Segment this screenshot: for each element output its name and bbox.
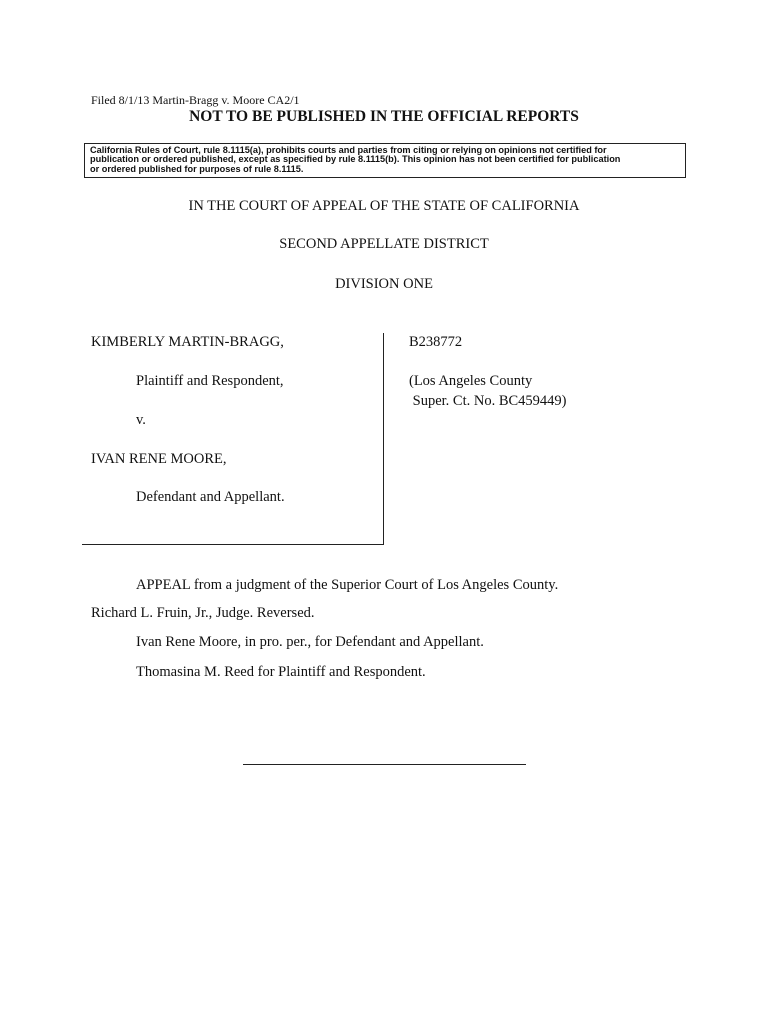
appeal-line-1: APPEAL from a judgment of the Superior Court of Los Angeles County. [136, 577, 559, 593]
county-line-2: Super. Ct. No. BC459449) [409, 393, 567, 409]
plaintiff-name: KIMBERLY MARTIN-BRAGG, [91, 334, 284, 350]
caption-vertical-divider [383, 333, 384, 545]
district-name: SECOND APPELLATE DISTRICT [279, 236, 489, 252]
rules-notice-box [84, 143, 686, 178]
caption-horizontal-divider [82, 544, 384, 545]
filed-line: Filed 8/1/13 Martin-Bragg v. Moore CA2/1 [91, 93, 300, 107]
defendant-name: IVAN RENE MOORE, [91, 451, 227, 467]
division-name: DIVISION ONE [335, 276, 433, 292]
rules-notice-line: publication or ordered published, except as specified by rule 8.1115(b). This opinion has not been certified for publication [90, 154, 621, 165]
defendant-role: Defendant and Appellant. [136, 489, 285, 505]
county-line-1: (Los Angeles County [409, 373, 533, 389]
rules-notice-line: or ordered published for purposes of rule 8.1115. [90, 163, 304, 174]
appeal-line-2: Richard L. Fruin, Jr., Judge. Reversed. [91, 605, 315, 621]
section-divider-rule [243, 764, 526, 765]
versus-label: v. [136, 412, 146, 428]
not-published-heading: NOT TO BE PUBLISHED IN THE OFFICIAL REPORTS [189, 108, 579, 125]
court-name: IN THE COURT OF APPEAL OF THE STATE OF CALIFORNIA [188, 198, 580, 214]
case-number: B238772 [409, 334, 463, 350]
rules-notice-line: California Rules of Court, rule 8.1115(a), prohibits courts and parties from citing or relying on opinions not certified for [90, 145, 607, 155]
counsel-plaintiff: Thomasina M. Reed for Plaintiff and Respondent. [136, 664, 426, 680]
counsel-defendant: Ivan Rene Moore, in pro. per., for Defendant and Appellant. [136, 634, 484, 650]
plaintiff-role: Plaintiff and Respondent, [136, 373, 284, 389]
